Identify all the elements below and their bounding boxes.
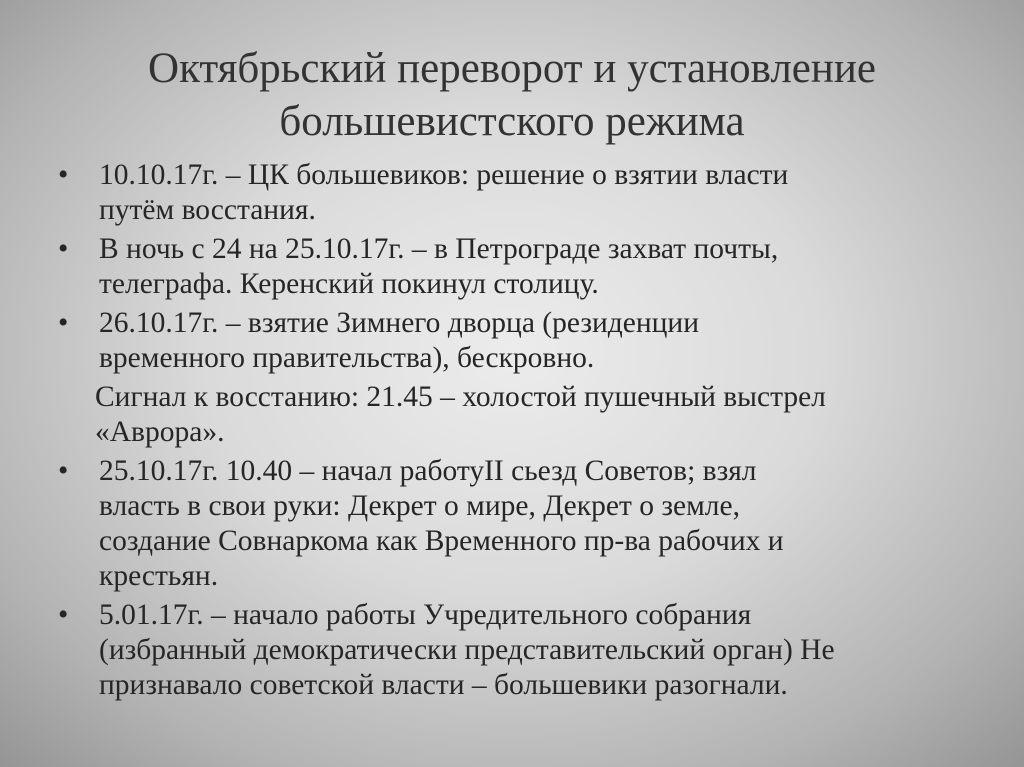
bullet-text-line: путём восстания. [99,194,316,226]
note-text-line: Сигнал к восстанию: 21.45 – холостой пушечный выстрел [95,381,826,413]
bullet-item [58,306,978,376]
bullet-text-line: 26.10.17г. – взятие Зимнего дворца (резиденции [99,307,700,339]
bullet-item [58,454,978,594]
slide-content [58,158,978,707]
note-text-line: «Аврора». [95,416,225,448]
bullet-icon: • [58,599,69,631]
slide-title-line: большевистского режима [279,98,745,145]
bullet-icon: • [58,455,69,487]
bullet-item [58,232,978,302]
bullet-icon: • [58,159,69,191]
bullet-text-line: В ночь с 24 на 25.10.17г. – в Петрограде захват почты, [99,233,779,265]
bullet-text-line: создание Совнаркома как Временного пр-ва рабочих и [99,525,784,557]
bullet-text-line: временного правительства), бескровно. [99,342,595,374]
bullet-text-line: 5.01.17г. – начало работы Учредительного собрания [99,599,752,631]
indented-note [58,380,978,450]
slide-title [20,42,1004,148]
bullet-text-line: 25.10.17г. 10.40 – начал работуII сьезд Советов; взял [99,455,757,487]
bullet-icon: • [58,307,69,339]
bullet-item [58,598,978,703]
bullet-text-line: крестьян. [99,560,219,592]
bullet-text-line: признавало советской власти – большевики разогнали. [99,669,788,701]
bullet-item [58,158,978,228]
bullet-text-line: (избранный демократически представительский орган) Не [99,634,835,666]
bullet-text-line: 10.10.17г. – ЦК большевиков: решение о взятии власти [99,159,789,191]
slide-title-line: Октябрьский переворот и установление [148,45,876,92]
bullet-text-line: власть в свои руки: Декрет о мире, Декрет о земле, [99,490,740,522]
bullet-icon: • [58,233,69,265]
bullet-text-line: телеграфа. Керенский покинул столицу. [99,268,599,300]
